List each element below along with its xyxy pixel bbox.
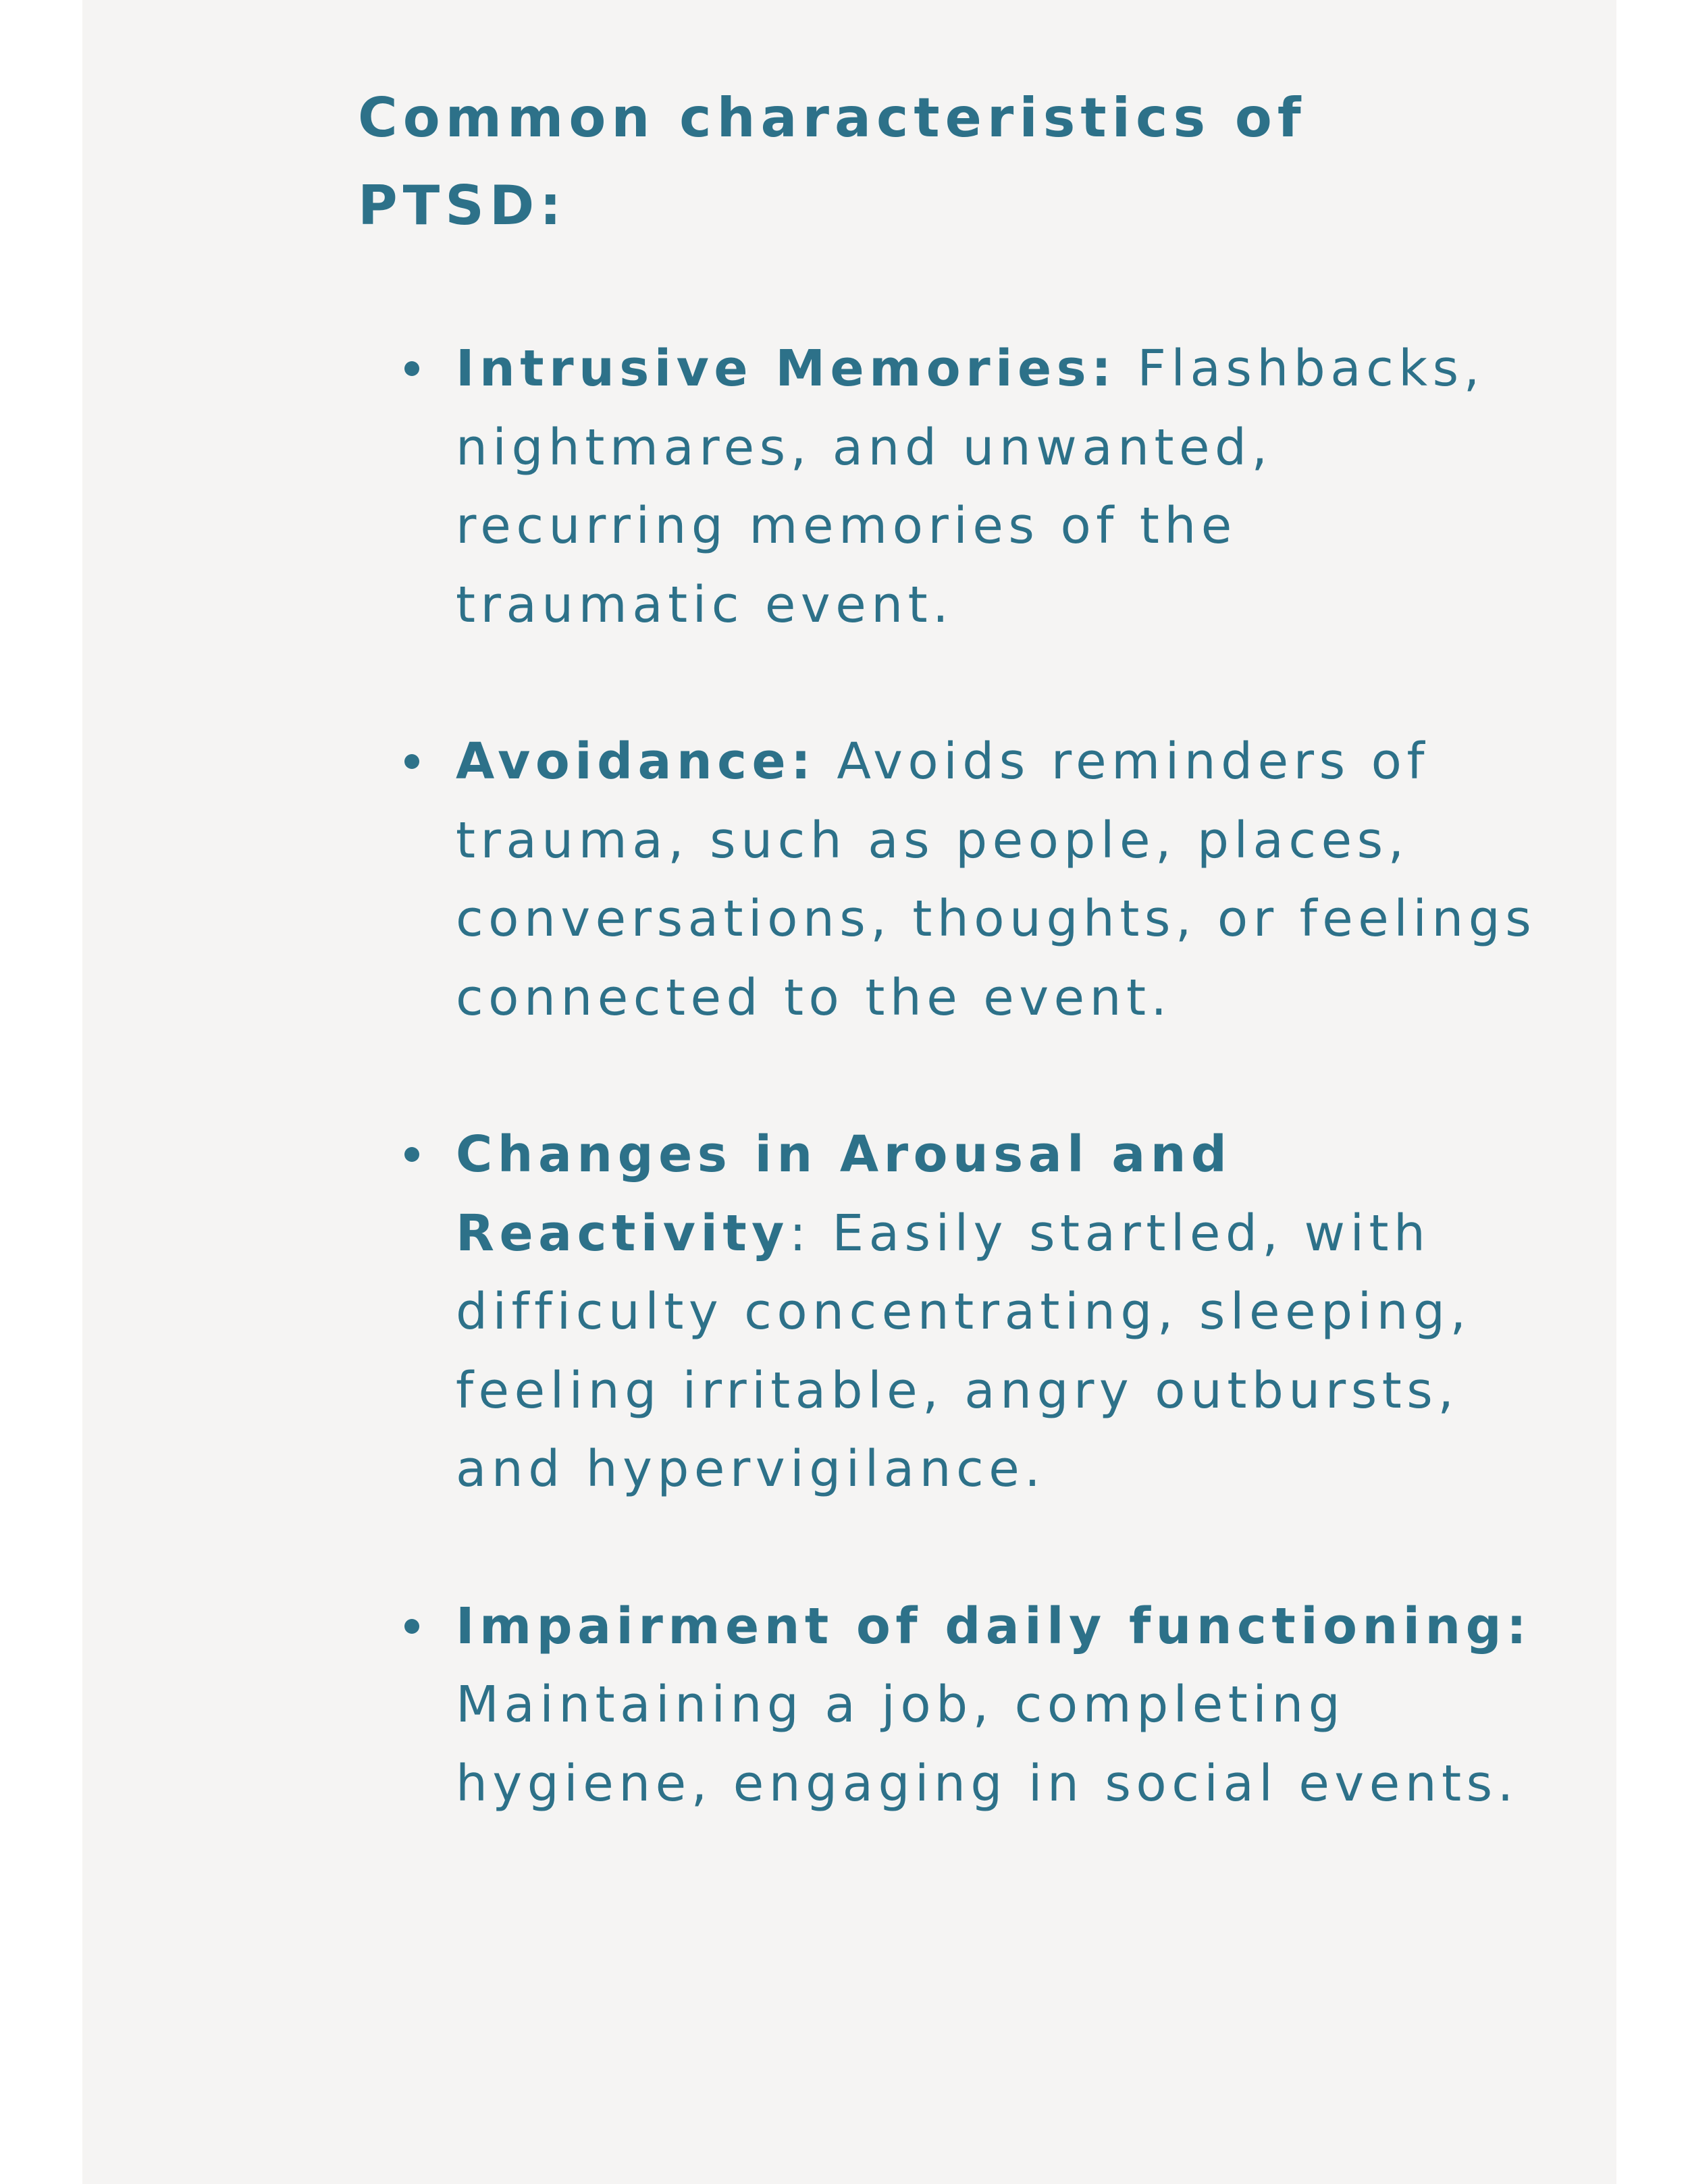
item-description: Easily startled, with difficulty concentrating, sleeping, feeling irritable, angry outbursts, and hypervigilance. <box>456 1204 1471 1498</box>
list-item-intrusive-memories <box>358 329 1539 644</box>
item-description: Maintaining a job, completing hygiene, engaging in social events. <box>456 1676 1519 1813</box>
item-term: Changes in Arousal and Reactivity <box>456 1125 1232 1262</box>
characteristics-list <box>358 329 1539 1823</box>
list-item-avoidance <box>358 722 1539 1037</box>
item-description: Flashbacks, nightmares, and unwanted, recurring memories of the traumatic event. <box>456 340 1485 634</box>
item-separator <box>1116 340 1137 398</box>
bullet-icon <box>404 1619 419 1634</box>
item-description: Avoids reminders of trauma, such as people, places, conversations, thoughts, or feelings connected to the event. <box>456 733 1537 1027</box>
item-term: Avoidance: <box>456 733 816 791</box>
page-title: Common characteristics of PTSD: <box>358 86 1307 237</box>
bullet-icon <box>404 1147 419 1162</box>
content-panel <box>82 0 1616 2184</box>
list-item-arousal-reactivity <box>358 1115 1539 1509</box>
bullet-icon <box>404 754 419 769</box>
content <box>358 74 1539 1901</box>
bullet-icon <box>404 361 419 376</box>
item-separator <box>816 733 837 791</box>
item-separator: : <box>789 1204 833 1262</box>
item-term: Impairment of daily functioning: <box>456 1597 1532 1655</box>
item-term: Intrusive Memories: <box>456 340 1117 398</box>
list-item-daily-functioning <box>358 1587 1539 1823</box>
